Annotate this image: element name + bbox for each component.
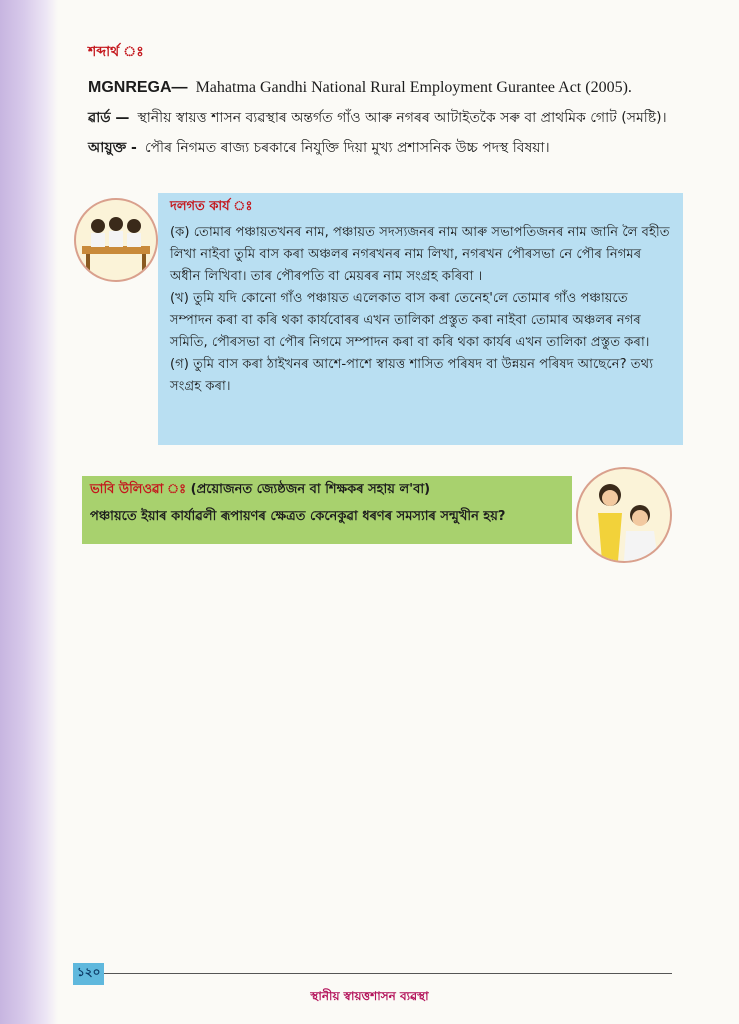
glossary-section [88, 40, 728, 168]
glossary-term: ৱাৰ্ড — [88, 110, 130, 126]
book-spine-shade [0, 0, 58, 1024]
activity-item-ga: (গ) তুমি বাস কৰা ঠাইখনৰ আশে-পাশে স্বায়ত্ত শাসিত পৰিষদ বা উন্নয়ন পৰিষদ আছেনে? তথ্য সংগ্ৰহ কৰা। [170, 357, 654, 394]
glossary-entry-commissioner [88, 138, 728, 158]
glossary-definition: পৌৰ নিগমত ৰাজ্য চৰকাৰে নিযুক্তি দিয়া মুখ্য প্ৰশাসনিক উচ্চ পদস্থ বিষয়া। [144, 140, 550, 156]
glossary-title: শব্দাৰ্থ ঃ [88, 44, 144, 60]
activity-item-ka: (ক) তোমাৰ পঞ্চায়তখনৰ নাম, পঞ্চায়ত সদস্যজনৰ নাম আৰু সভাপতিজনৰ নাম জানি লৈ বহীত লিখা নাইবা তুমি বাস কৰা অঞ্চলৰ নগৰখনৰ নাম লিখা, নগৰখন পৌৰসভা নে পৌৰ নিগমৰ অধীন লিখিবা। তাৰ পৌৰপতি বা মেয়ৰৰ নাম সংগ্ৰহ কৰিবা । [170, 225, 670, 284]
glossary-term: MGNREGA— [88, 79, 188, 96]
think-box-subtitle: (প্ৰয়োজনত জ্যেষ্ঠজন বা শিক্ষকৰ সহায় ল'বা) [190, 482, 431, 497]
footer-chapter-title: স্থানীয় স্বায়ত্তশাসন ব্যৱস্থা [310, 989, 429, 1003]
glossary-entry-ward [88, 108, 728, 128]
think-box [82, 476, 572, 544]
students-at-desk-icon [74, 198, 158, 282]
glossary-definition: Mahatma Gandhi National Rural Employment Gurantee Act (2005). [195, 79, 632, 96]
glossary-entry-mgnrega [88, 78, 728, 98]
page-number: ১২০ [73, 963, 104, 985]
children-thinking-icon [576, 467, 672, 563]
glossary-definition: স্থানীয় স্বায়ত্ত শাসন ব্যৱস্থাৰ অন্তৰ্গত গাঁও আৰু নগৰৰ আটাইতকৈ সৰু বা প্ৰাথমিক গোট (সমষ্টি)। [137, 110, 667, 126]
footer-rule [96, 973, 672, 974]
think-box-title: ভাবি উলিওৱা ঃ [90, 482, 187, 497]
group-activity-box [158, 193, 683, 445]
think-box-question: পঞ্চায়তে ইয়াৰ কাৰ্যাৱলী ৰূপায়ণৰ ক্ষেত্ৰত কেনেকুৱা ধৰণৰ সমস্যাৰ সন্মুখীন হয়? [90, 509, 506, 524]
glossary-term: আয়ুক্ত - [88, 140, 137, 156]
group-activity-title: দলগত কাৰ্য ঃ [170, 199, 253, 214]
think-box-heading [90, 480, 564, 501]
activity-item-kha: (খ) তুমি যদি কোনো গাঁও পঞ্চায়ত এলেকাত বাস কৰা তেনেহ'লে তোমাৰ গাঁও পঞ্চায়তে সম্পাদন কৰা বা কৰি থকা কাৰ্যবোৰৰ এখন তালিকা প্ৰস্তুত কৰা নাইবা তোমাৰ অঞ্চলৰ নগৰ সমিতি, পৌৰসভা বা পৌৰ নিগমে সম্পাদন কৰা বা কৰি থকা কাৰ্যৰ এখন তালিকা প্ৰস্তুত কৰা। [170, 291, 650, 350]
